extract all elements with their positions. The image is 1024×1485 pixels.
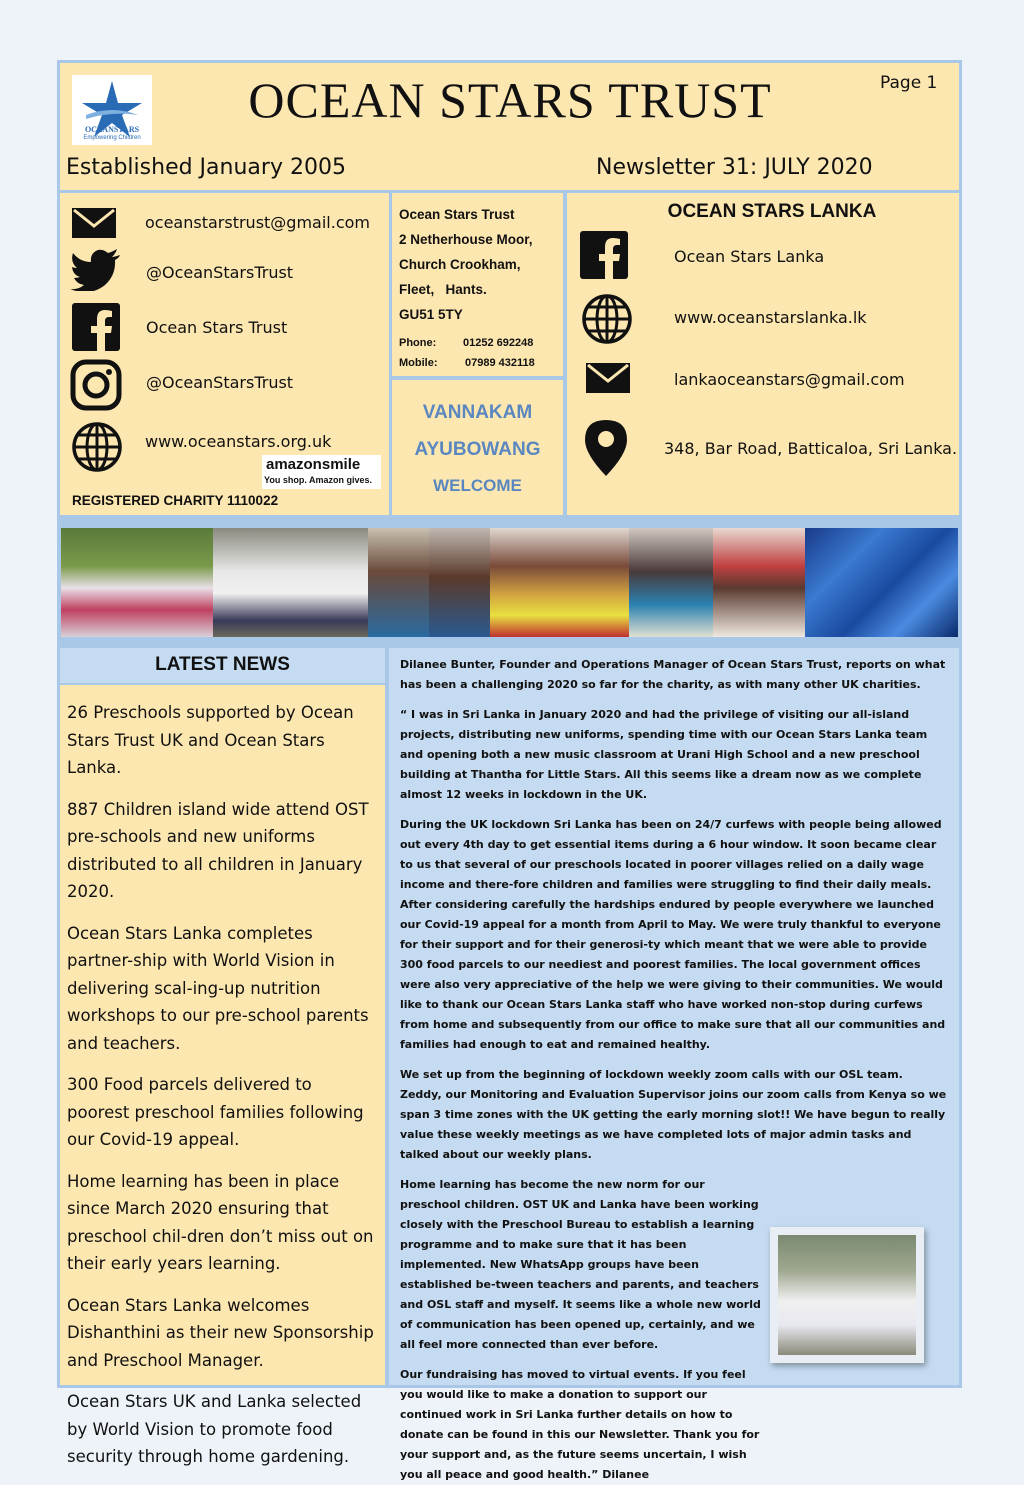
- article-paragraph: “ I was in Sri Lanka in January 2020 and had the privilege of visiting our all-island projects, distributing new uniforms, spending time with our Ocean Stars Lanka team and opening both a new music classroom at Urani High School and a new preschool building at Thantha for Little Stars. All this seems like a dream now as we complete almost 12 weeks in lockdown in the UK.: [400, 708, 928, 801]
- photo-child-drawing: [713, 528, 805, 637]
- globe-icon: [580, 293, 634, 345]
- phone-label: Phone:: [399, 337, 437, 349]
- lanka-title: OCEAN STARS LANKA: [667, 201, 877, 222]
- uk-contacts-panel: [60, 193, 389, 515]
- lanka-address: 348, Bar Road, Batticaloa, Sri Lanka.: [664, 439, 958, 458]
- news-panel: [60, 685, 385, 1466]
- greeting-english: WELCOME: [433, 476, 522, 495]
- address-line: Fleet, Hants.: [399, 282, 487, 297]
- greeting-sinhala: AYUBOWANG: [414, 439, 541, 460]
- location-icon: [583, 418, 629, 478]
- address-line: Church Crookham,: [399, 257, 521, 272]
- greeting-tamil: VANNAKAM: [422, 402, 533, 423]
- photo-child-praying: [429, 528, 490, 637]
- email-icon: [70, 206, 118, 240]
- email-icon: [584, 361, 632, 395]
- photo-child-learning: [629, 528, 713, 637]
- facebook-icon: [580, 231, 628, 279]
- address-line: Ocean Stars Trust: [399, 207, 515, 222]
- amazon-tagline: You shop. Amazon gives.: [264, 475, 373, 485]
- lanka-contacts-panel: [567, 193, 959, 515]
- photo-school-bags: [805, 528, 958, 637]
- uk-twitter[interactable]: @OceanStarsTrust: [146, 263, 294, 282]
- amazon-smile-wordmark: amazonsmile: [266, 456, 361, 473]
- newsletter-title: OCEAN STARS TRUST: [248, 72, 772, 128]
- logo: [72, 75, 152, 145]
- phone-number[interactable]: 01252 692248: [463, 337, 534, 349]
- established-date: Established January 2005: [66, 155, 346, 180]
- article-panel: [389, 648, 959, 1481]
- article-paragraph: Home learning has become the new norm for our preschool children. OST UK and Lanka have been working closely with the Preschool Bureau to establish a learning programme and to make sure that it has been implemented. New WhatsApp groups have been established be-tween teachers and parents, and teachers and OSL staff and myself. It seems like a whole new world of communication has been opened up, certainly, and we all feel more connected than ever before.: [400, 1178, 761, 1351]
- instagram-icon: [70, 359, 122, 411]
- news-heading-panel: [60, 648, 385, 683]
- address-line: GU51 5TY: [399, 307, 463, 322]
- mobile-label: Mobile:: [399, 357, 438, 369]
- uk-email[interactable]: oceanstarstrust@gmail.com: [145, 213, 370, 232]
- article-paragraph: We set up from the beginning of lockdown weekly zoom calls with our OSL team. Zeddy, our Monitoring and Evaluation Supervisor joins our zoom calls from Kenya so we span 3 time zones with the UK getting the early morning slot!! We have begun to really value these weekly meetings as we have completed lots of major admin tasks and talked about our weekly plans.: [400, 1068, 947, 1161]
- news-item: 26 Preschools supported by Ocean Stars Trust UK and Ocean Stars Lanka.: [67, 703, 354, 777]
- news-item: 887 Children island wide attend OST pre-schools and new uniforms distributed to all children in January 2020.: [67, 799, 369, 901]
- news-item: Home learning has been in place since March 2020 ensuring that preschool chil-dren don’t miss out on their early years learning.: [67, 1171, 374, 1273]
- photo-children-pinwheels: [61, 528, 213, 637]
- news-item: Ocean Stars UK and Lanka selected by World Vision to promote food security through home gardening.: [67, 1392, 362, 1466]
- address-panel: [392, 193, 563, 376]
- news-item: Ocean Stars Lanka welcomes Dishanthini as their new Sponsorship and Preschool Manager.: [67, 1295, 374, 1370]
- photo-child-crown: [368, 528, 429, 637]
- greetings-panel: [392, 380, 563, 515]
- photo-children-playing: [490, 528, 629, 637]
- page-number: Page 1: [880, 73, 938, 93]
- amazon-smile-logo[interactable]: [262, 455, 381, 489]
- address-line: 2 Netherhouse Moor,: [399, 232, 533, 247]
- logo-tagline: Empowering Children: [83, 135, 141, 141]
- photo-dilanee-with-children: [770, 1227, 924, 1363]
- news-heading: LATEST NEWS: [155, 654, 290, 675]
- facebook-icon: [72, 303, 120, 351]
- uk-instagram[interactable]: @OceanStarsTrust: [146, 373, 294, 392]
- mobile-number[interactable]: 07989 432118: [465, 357, 535, 369]
- header-panel: [60, 63, 959, 190]
- logo-text: OCEANSTARS: [84, 125, 140, 134]
- newsletter-issue: Newsletter 31: JULY 2020: [596, 155, 873, 180]
- uk-website[interactable]: www.oceanstars.org.uk: [145, 432, 332, 451]
- article-signoff: Our fundraising has moved to virtual events. If you feel you would like to make a donation to support our continued work in Sri Lanka further details on how to donate can be found in this our Newsletter. Thank you for your support and, as the future seems uncertain, I wish you all peace and good health.” Dilanee: [400, 1368, 760, 1481]
- article-paragraph: During the UK lockdown Sri Lanka has been on 24/7 curfews with people being allowed out every 4th day to get essential items during a 6 hour window. It soon became clear to us that several of our preschools located in poorer villages relied on a daily wage income and there-fore children and families were struggling to find their daily meals. After considering carefully the hardships endured by people everywhere we launched our Covid-19 appeal for a month from April to May. We were truly thankful to everyone for their support and for their generosi-ty which meant that we were able to provide 300 food parcels to our neediest and poorest families. The local government offices were also very appreciative of the help we were giving to their communities. We would like to thank our Ocean Stars Lanka staff who have worked non-stop during curfews from home and subsequently from our office to make sure that all our communities and families had enough to eat and remained healthy.: [400, 818, 946, 1051]
- lanka-website[interactable]: www.oceanstarslanka.lk: [674, 308, 867, 327]
- article-intro: Dilanee Bunter, Founder and Operations Manager of Ocean Stars Trust, reports on what has been a challenging 2020 so far for the charity, as with many other UK charities.: [400, 658, 946, 691]
- charity-number: REGISTERED CHARITY 1110022: [72, 493, 279, 508]
- photo-boys-uniform: [213, 528, 368, 637]
- news-item: Ocean Stars Lanka completes partner-ship with World Vision in delivering scal-ing-up nutrition workshops to our pre-school parents and teachers.: [67, 923, 369, 1053]
- lanka-email[interactable]: lankaoceanstars@gmail.com: [674, 370, 905, 389]
- uk-facebook[interactable]: Ocean Stars Trust: [146, 318, 288, 337]
- lanka-facebook[interactable]: Ocean Stars Lanka: [674, 247, 825, 266]
- twitter-icon: [70, 249, 122, 291]
- news-item: 300 Food parcels delivered to poorest preschool families following our Covid-19 appeal.: [67, 1075, 364, 1149]
- globe-icon: [70, 421, 124, 473]
